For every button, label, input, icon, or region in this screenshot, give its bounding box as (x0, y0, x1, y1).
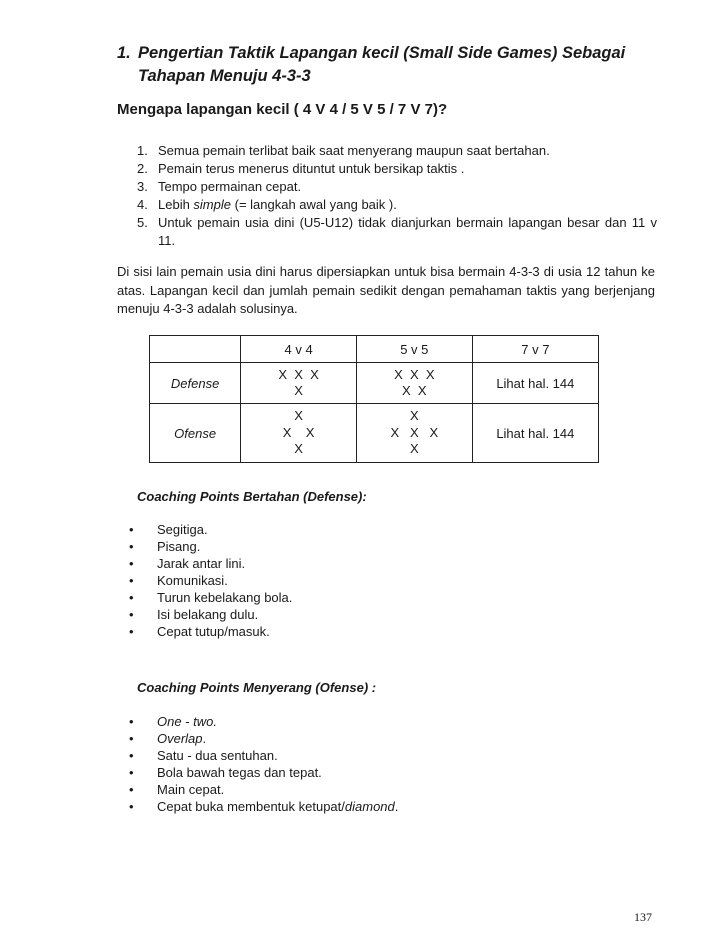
formation-table (149, 335, 599, 463)
offense-points-title: Coaching Points Menyerang (Ofense) : (137, 680, 377, 695)
list-item (117, 730, 398, 747)
list-item (117, 214, 657, 250)
formation-cell: X X X X (241, 363, 357, 404)
list-text: Segitiga. (157, 522, 208, 537)
list-text: Satu - dua sentuhan. (157, 748, 278, 763)
bullet-icon: • (129, 590, 134, 605)
subheading: Mengapa lapangan kecil ( 4 V 4 / 5 V 5 / 7 V 7)? (117, 101, 448, 118)
list-text-italic: Overlap (157, 731, 203, 746)
list-item (117, 589, 292, 606)
offense-points-list (117, 713, 398, 815)
list-text: Bola bawah tegas dan tepat. (157, 765, 322, 780)
reference-cell: Lihat hal. 144 (472, 363, 598, 404)
section-number: 1. (117, 44, 131, 62)
bullet-icon: • (129, 799, 134, 814)
list-item (117, 606, 292, 623)
list-text: Cepat buka membentuk ketupat/ (157, 799, 345, 814)
table-header-cell: 4 v 4 (241, 336, 357, 363)
list-text: Jarak antar lini. (157, 556, 246, 571)
list-item (117, 747, 398, 764)
bullet-icon: • (129, 539, 134, 554)
row-label-ofense: Ofense (150, 404, 241, 463)
table-header-cell: 5 v 5 (356, 336, 472, 363)
list-text: Semua pemain terlibat baik saat menyerang maupun saat bertahan. (158, 143, 550, 158)
list-text: Untuk pemain usia dini (U5-U12) tidak dianjurkan bermain lapangan besar dan 11 v 11. (158, 215, 657, 248)
list-text: Cepat tutup/masuk. (157, 624, 270, 639)
list-item (117, 142, 657, 160)
list-item (117, 781, 398, 798)
defense-points-title: Coaching Points Bertahan (Defense): (137, 489, 367, 504)
list-text: Tempo permainan cepat. (158, 179, 302, 194)
list-number: 3. (137, 179, 148, 194)
list-item (117, 521, 292, 538)
list-number: 4. (137, 197, 148, 212)
row-label-defense: Defense (150, 363, 241, 404)
defense-points-list (117, 521, 292, 640)
page-number: 137 (634, 910, 652, 924)
list-item (117, 555, 292, 572)
bullet-icon: • (129, 556, 134, 571)
list-number: 1. (137, 143, 148, 158)
list-text: . (202, 731, 207, 746)
bullet-icon: • (129, 573, 134, 588)
list-item (117, 178, 657, 196)
list-text-italic: One - two. (157, 714, 217, 729)
body-paragraph: Di sisi lain pemain usia dini harus dipersiapkan untuk bisa bermain 4-3-3 di usia 12 tahun ke atas. Lapangan kecil dan jumlah pemain sedikit dengan pemahaman taktis yang berjenjang menuju 4-3-3 adalah solusinya. (117, 264, 655, 316)
list-text-italic: diamond (344, 799, 395, 814)
table-header-cell (150, 336, 241, 363)
bullet-icon: • (129, 748, 134, 763)
list-text: Pemain terus menerus dituntut untuk bersikap taktis . (158, 161, 465, 176)
bullet-icon: • (129, 607, 134, 622)
list-item (117, 623, 292, 640)
table-row (150, 363, 599, 404)
bullet-icon: • (129, 782, 134, 797)
list-item (117, 160, 657, 178)
table-header-row (150, 336, 599, 363)
list-item (117, 196, 657, 214)
list-text: Komunikasi. (157, 573, 228, 588)
section-title: Pengertian Taktik Lapangan kecil (Small Side Games) Sebagai Tahapan Menuju 4-3-3 (138, 44, 626, 85)
list-item (117, 572, 292, 589)
list-number: 5. (137, 215, 148, 230)
list-text-italic: simple (193, 197, 231, 212)
table-row (150, 404, 599, 463)
table-header-cell: 7 v 7 (472, 336, 598, 363)
bullet-icon: • (129, 522, 134, 537)
list-text: Main cepat. (157, 782, 225, 797)
list-number: 2. (137, 161, 148, 176)
list-text: Pisang. (157, 539, 201, 554)
list-text: Turun kebelakang bola. (157, 590, 293, 605)
formation-cell: X X X X (241, 404, 357, 463)
list-item (117, 713, 398, 730)
bullet-icon: • (129, 731, 134, 746)
reference-cell: Lihat hal. 144 (472, 404, 598, 463)
list-text: Lebih (158, 197, 194, 212)
bullet-icon: • (129, 765, 134, 780)
list-item (117, 764, 398, 781)
bullet-icon: • (129, 624, 134, 639)
list-text: Isi belakang dulu. (157, 607, 259, 622)
list-item (117, 798, 398, 815)
list-item (117, 538, 292, 555)
formation-cell: X X X X X (356, 363, 472, 404)
list-text: . (394, 799, 399, 814)
reasons-list (117, 142, 657, 250)
list-text: (= langkah awal yang baik ). (231, 197, 397, 212)
formation-cell: X X X X X (356, 404, 472, 463)
bullet-icon: • (129, 714, 134, 729)
